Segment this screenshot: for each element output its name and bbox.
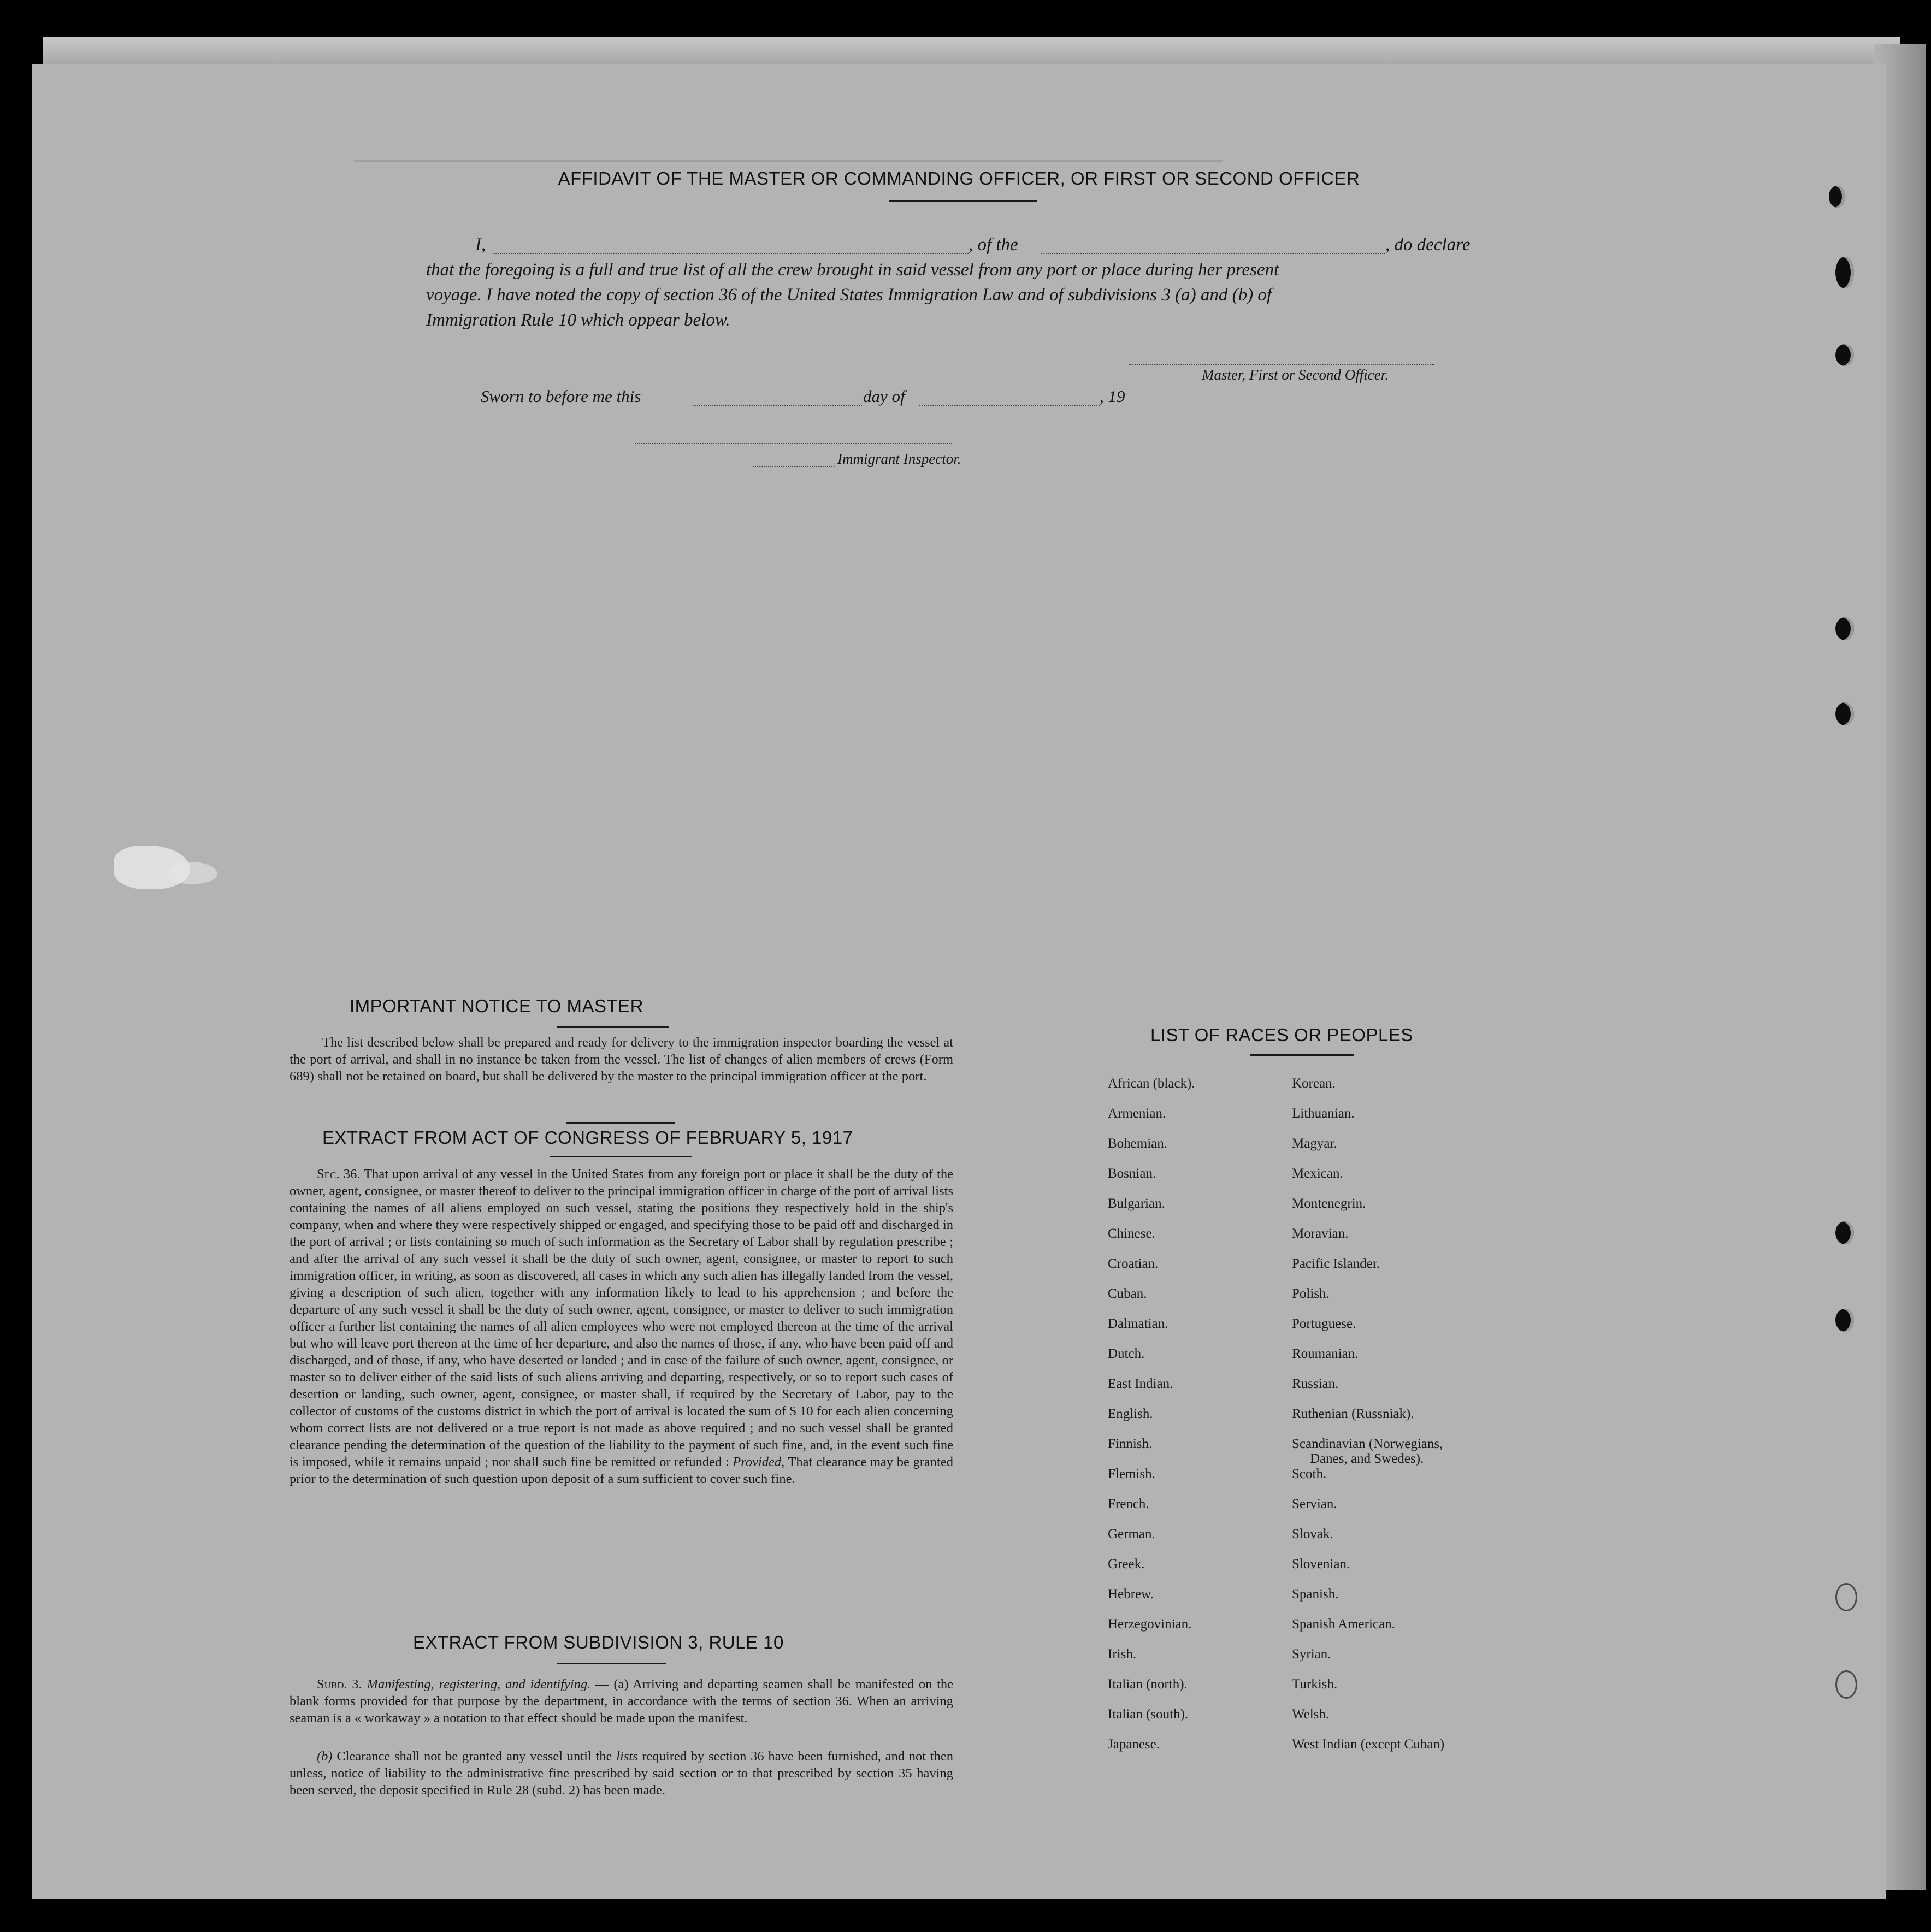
race-right-item: Moravian. [1292,1226,1349,1241]
act-title: EXTRACT FROM ACT OF CONGRESS OF FEBRUARY 5, 1917 [322,1127,853,1148]
race-right-item: Roumanian. [1292,1346,1359,1361]
affidavit-of-the: , of the [969,235,1018,255]
rule-para-b [290,1748,953,1799]
race-right-item: Scandinavian (Norwegians, [1292,1437,1443,1451]
race-right-item: Portuguese. [1292,1316,1356,1331]
race-right-item: Mexican. [1292,1166,1343,1181]
punch-hole [1835,344,1854,366]
race-right-item: Montenegrin. [1292,1196,1366,1211]
vessel-blank-line[interactable] [1041,253,1385,254]
affidavit-line-2: that the foregoing is a full and true list of all the crew brought in said vessel from any port or place during her present [426,260,1279,280]
affidavit-declare: , do declare [1385,235,1471,255]
race-right-item: Servian. [1292,1497,1337,1511]
races-title: LIST OF RACES OR PEOPLES [1150,1025,1413,1045]
bleed-through-heading: ─────────────────────────────────────────────────── [354,147,1223,174]
race-left-item: Bulgarian. [1108,1196,1165,1211]
affidavit-title-rule [889,200,1037,202]
race-left-item: Italian (south). [1108,1707,1189,1722]
race-left-item: Croatian. [1108,1256,1159,1271]
race-left-item: African (black). [1108,1076,1195,1091]
name-blank-line[interactable] [493,253,969,254]
race-left-item: Chinese. [1108,1226,1155,1241]
rule-title: EXTRACT FROM SUBDIVISION 3, RULE 10 [413,1632,784,1652]
race-left-item: Japanese. [1108,1737,1160,1752]
notice-title: IMPORTANT NOTICE TO MASTER [350,996,644,1016]
race-left-item: Cuban. [1108,1286,1147,1301]
punch-hole [1835,257,1854,288]
sworn-day-of: day of [863,387,905,406]
notice-title-rule [557,1026,669,1028]
punch-hole [1835,1583,1857,1611]
race-left-item: English. [1108,1407,1153,1421]
race-right-item: Russian. [1292,1376,1339,1391]
race-right-item: Welsh. [1292,1707,1330,1722]
race-left-item: Flemish. [1108,1467,1155,1481]
race-left-item: East Indian. [1108,1376,1173,1391]
race-right-item: Turkish. [1292,1677,1338,1692]
punch-hole [1835,1221,1854,1244]
race-left-item: Herzegovinian. [1108,1617,1192,1632]
sworn-day-line[interactable] [693,405,862,406]
sworn-month-line[interactable] [919,405,1100,406]
affidavit-i: I, [475,235,486,255]
punch-hole [1835,1309,1854,1332]
document-page [32,64,1886,1899]
race-right-item: Lithuanian. [1292,1106,1355,1121]
provided-text: That clearance may be granted prior to the determination of such question upon deposit of a sum sufficient to cover such fine. [290,1455,953,1486]
para-b-text-2: required by section 36 have been furnished, and not then unless, notice of liability to the administrative fine prescribed by said section or to that prescribed by section 35 having been served, the deposit specified in Rule 28 (subd. 2) has been made. [290,1749,953,1798]
sworn-prefix: Sworn to before me this [481,387,641,406]
race-left-item: Italian (north). [1108,1677,1188,1692]
race-right-item: Spanish American. [1292,1617,1395,1632]
race-left-item: Finnish. [1108,1437,1153,1451]
race-left-item: Dutch. [1108,1346,1145,1361]
punch-hole [1835,1670,1857,1699]
race-right-item: Ruthenian (Russniak). [1292,1407,1414,1421]
race-right-item: Syrian. [1292,1647,1331,1662]
punch-hole [1829,186,1845,208]
affidavit-line-4: Immigration Rule 10 which oppear below. [426,310,730,330]
act-top-rule [566,1122,675,1124]
inspector-signature-line[interactable] [635,443,952,444]
race-left-item: Armenian. [1108,1106,1166,1121]
section-label: Sec. 36. [317,1167,361,1181]
race-left-item: Irish. [1108,1647,1137,1662]
inspector-label-leader [753,466,835,467]
race-right-continuation: Danes, and Swedes). [1310,1451,1424,1466]
punch-hole [1835,702,1854,725]
master-signature-label: Master, First or Second Officer. [1202,367,1389,383]
race-right-item: Spanish. [1292,1587,1339,1602]
subd-label: Subd. 3. [317,1677,362,1692]
race-left-item: Bosnian. [1108,1166,1156,1181]
rule-subd-3 [290,1676,953,1727]
inspector-label: Immigrant Inspector. [837,451,961,467]
races-title-rule [1250,1054,1354,1056]
race-left-item: Hebrew. [1108,1587,1154,1602]
race-right-item: Scoth. [1292,1467,1327,1481]
paper-stain-small [168,862,217,884]
master-signature-line[interactable] [1129,364,1434,365]
notice-text: The list described below shall be prepared and ready for delivery to the immigration inspector boarding the vessel at the port of arrival, and shall in no instance be taken from the vessel. The list of changes of alien members of crews (Form 689) shall not be retained on board, but shall be delivered by the master to the principal immigration officer at the port. [290,1035,953,1084]
subd-heading: Manifesting, registering, and identifying. [367,1677,591,1692]
race-right-item: Polish. [1292,1286,1330,1301]
race-right-item: Slovenian. [1292,1557,1350,1571]
para-b-text-1: Clearance shall not be granted any vessel until the [336,1749,612,1764]
race-left-item: Greek. [1108,1557,1145,1571]
race-left-item: French. [1108,1497,1149,1511]
affidavit-title: AFFIDAVIT OF THE MASTER OR COMMANDING OFFICER, OR FIRST OR SECOND OFFICER [558,168,1360,188]
para-b-label: (b) [317,1749,333,1764]
race-left-item: Dalmatian. [1108,1316,1168,1331]
para-b-lists: lists [616,1749,638,1764]
sworn-year: , 19 [1100,387,1125,406]
act-section-36 [290,1166,953,1487]
race-right-item: Slovak. [1292,1527,1333,1541]
punch-hole [1835,617,1854,640]
race-left-item: Bohemian. [1108,1136,1168,1151]
rule-title-rule [557,1663,666,1664]
race-left-item: German. [1108,1527,1155,1541]
race-right-item: West Indian (except Cuban) [1292,1737,1445,1752]
race-right-item: Korean. [1292,1076,1336,1091]
affidavit-line-3: voyage. I have noted the copy of section 36 of the United States Immigration Law and of subdivisions 3 (a) and (b) of [426,285,1272,305]
act-bottom-rule [550,1156,692,1157]
race-right-item: Magyar. [1292,1136,1337,1151]
subd-para-a: — (a) Arriving and departing seamen shall be manifested on the blank forms provided for that purpose by the department, in accordance with the terms of section 36. When an arriving seaman is a « workaway » a notation to that effect should be made upon the manifest. [290,1677,953,1726]
provided-label: Provided, [733,1455,785,1469]
section-36-text: That upon arrival of any vessel in the United States from any foreign port or place it shall be the duty of the owner, agent, consignee, or master thereof to deliver to the principal immigration officer in charge of the port of arrival lists containing the names of all aliens employed on such vessel, stating the positions they respectively hold in the ship's company, when and where they were respectively shipped or engaged, and specifying those to be paid off and discharged in the port of arrival ; or lists containing so much of such information as the Secretary of Labor shall by regulation prescribe ; and after the arrival of any such vessel it shall be the duty of such owner, agent, consignee, or master to report to such immigration officer, in writing, as soon as discovered, all cases in which any such alien has illegally landed from the vessel, giving a description of such alien, together with any information likely to lead to his apprehension ; and before the departure of any such vessel it shall be the duty of such owner, agent, consignee, or master to deliver to such immigration officer a further list containing the names of all alien employees who were not employed thereon at the time of the arrival but who will leave port thereon at the time of her departure, and also the names of those, if any, who have been paid off and discharged, and of those, if any, who have deserted or landed ; and in case of the failure of such owner, agent, consignee, or master so to deliver either of the said lists of such aliens arriving and departing, respectively, or so to report such cases of desertion or landing, such owner, agent, consignee, or master shall, if required by the Secretary of Labor, pay to the collector of customs of the customs district in which the port of arrival is located the sum of $ 10 for each alien concerning whom correct lists are not delivered or a true report is not made as above required ; and no such vessel shall be granted clearance pending the determination of the question of the liability to the payment of such fine, and, in the event such fine is imposed, while it remains unpaid ; nor shall such fine be remitted or refunded : [290,1167,953,1469]
race-right-item: Pacific Islander. [1292,1256,1380,1271]
